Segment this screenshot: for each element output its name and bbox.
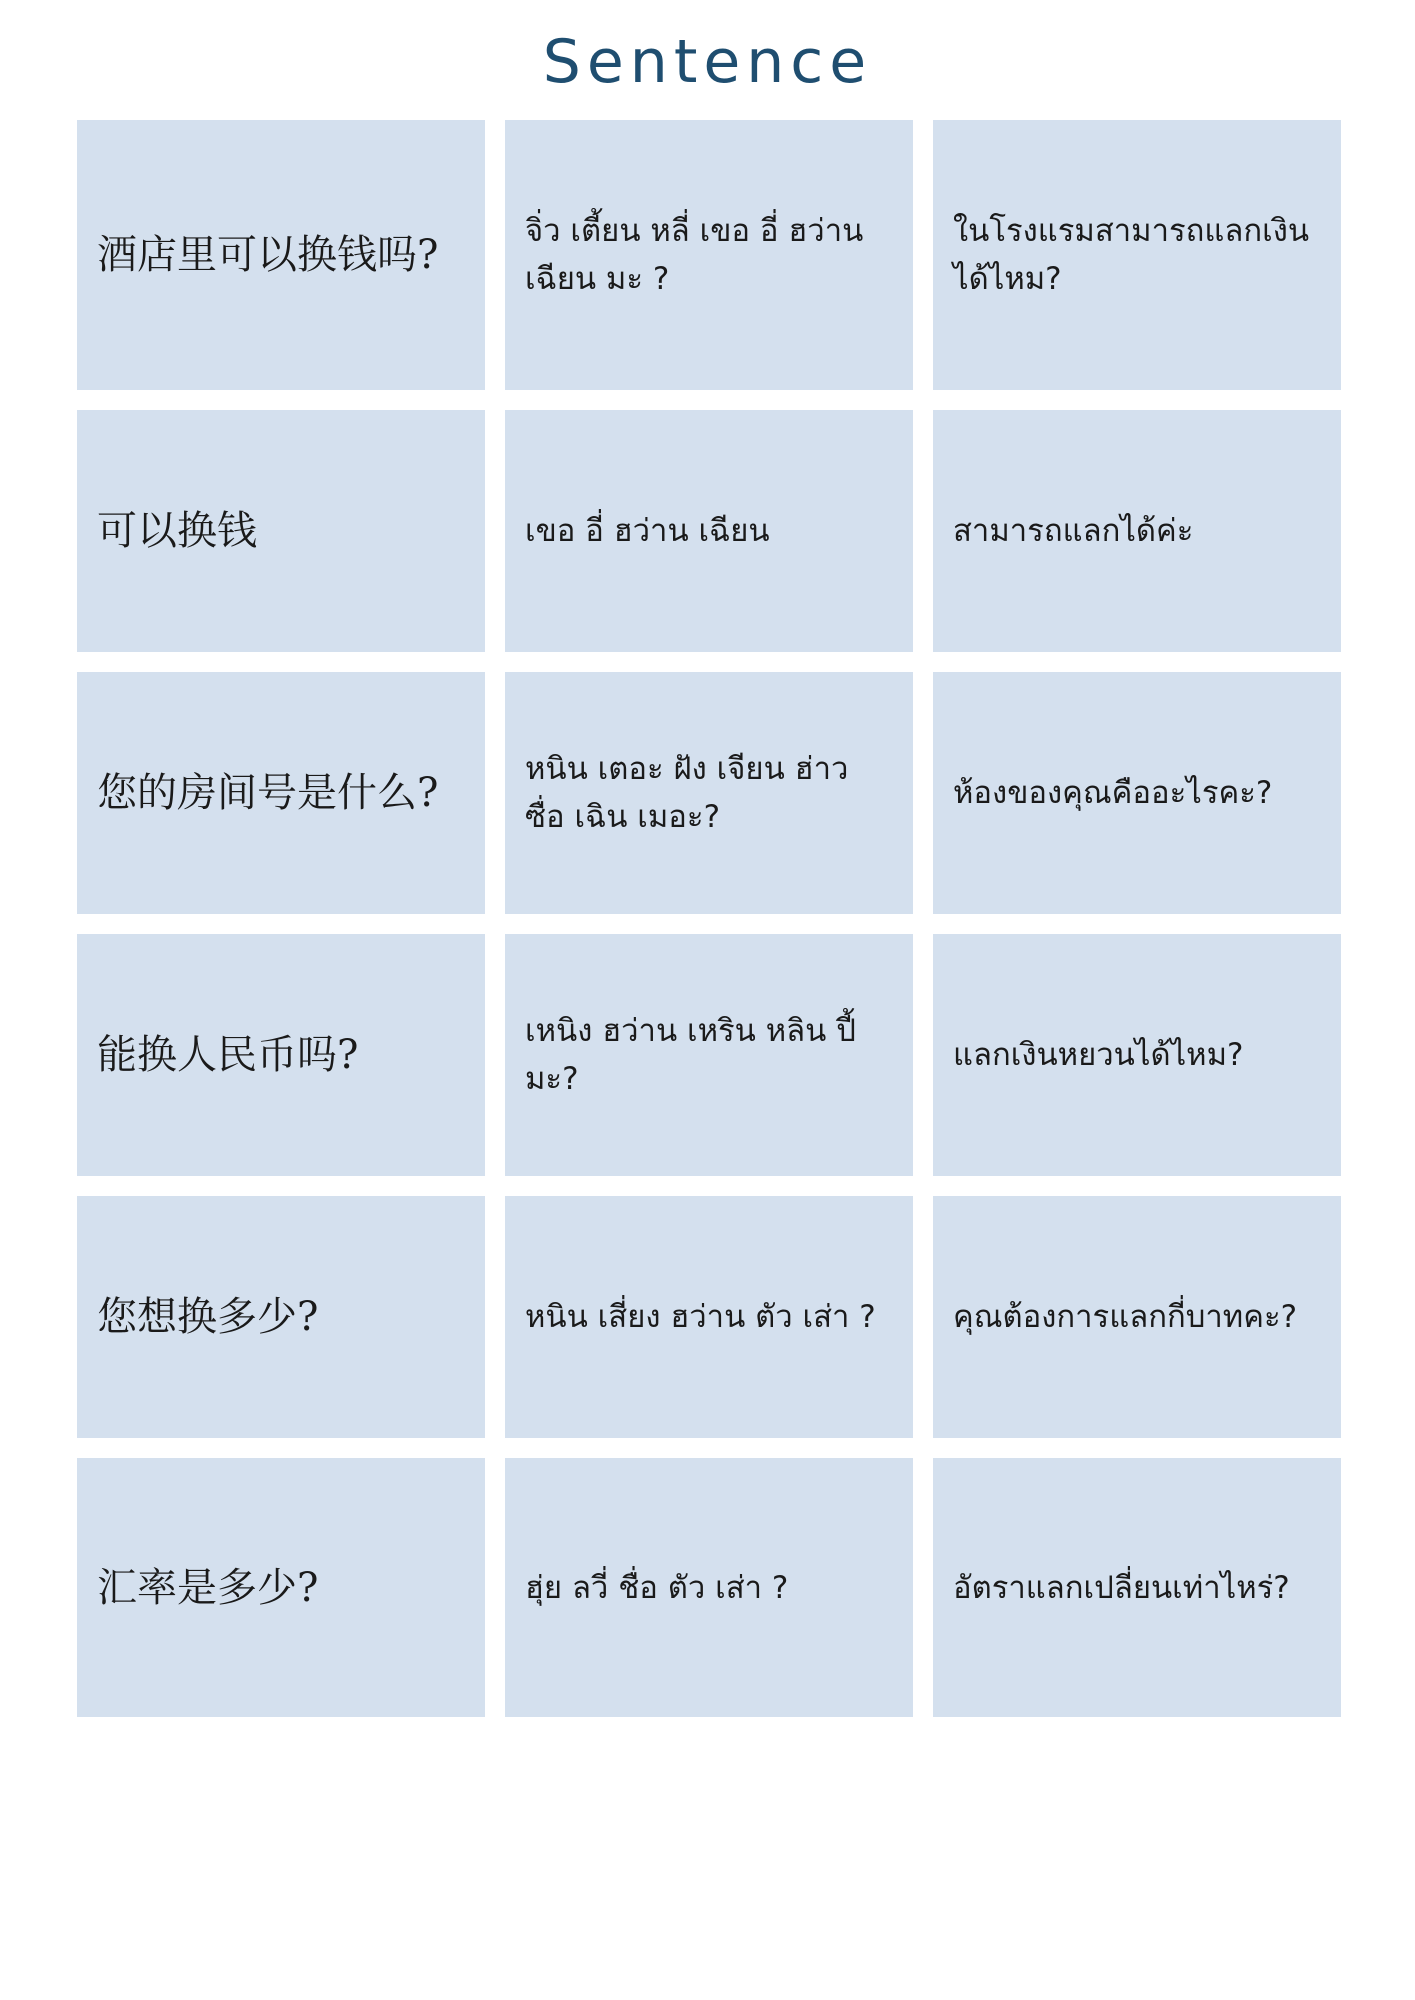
pronunciation-cell xyxy=(505,120,913,390)
pronunciation-text: หนิน เสี่ยง ฮว่าน ตัว เส่า ? xyxy=(525,1299,876,1335)
sentence-table xyxy=(77,120,1341,1737)
thai-text: แลกเงินหยวนได้ไหม? xyxy=(953,1037,1244,1073)
pronunciation-cell xyxy=(505,1196,913,1438)
pronunciation-cell xyxy=(505,934,913,1176)
thai-text: อัตราแลกเปลี่ยนเท่าไหร่? xyxy=(953,1569,1290,1606)
thai-cell xyxy=(933,934,1341,1176)
chinese-cell xyxy=(77,672,485,914)
thai-text: ห้องของคุณคืออะไรคะ? xyxy=(953,775,1273,811)
chinese-cell xyxy=(77,120,485,390)
pronunciation-cell xyxy=(505,410,913,652)
pronunciation-cell xyxy=(505,672,913,914)
pronunciation-cell xyxy=(505,1458,913,1717)
chinese-text: 汇率是多少? xyxy=(97,1564,319,1611)
sentence-row xyxy=(77,934,1341,1176)
sentence-row xyxy=(77,410,1341,652)
thai-cell xyxy=(933,672,1341,914)
sentence-row xyxy=(77,120,1341,390)
pronunciation-text: ฮุ่ย ลวี่ ชื่อ ตัว เส่า ? xyxy=(525,1569,789,1606)
chinese-text: 您想换多少? xyxy=(97,1294,319,1340)
thai-cell xyxy=(933,120,1341,390)
sentence-row xyxy=(77,1458,1341,1717)
page-title: Sentence xyxy=(542,27,873,97)
thai-text: คุณต้องการแลกกี่บาทคะ? xyxy=(953,1299,1298,1335)
chinese-text: 能换人民币吗? xyxy=(97,1032,359,1078)
thai-cell xyxy=(933,1458,1341,1717)
pronunciation-text: เหนิง ฮว่าน เหริน หลิน ปี้ มะ? xyxy=(525,1013,856,1097)
thai-cell xyxy=(933,410,1341,652)
pronunciation-text: เขอ อี่ ฮว่าน เฉียน xyxy=(525,513,770,549)
thai-text: สามารถแลกได้ค่ะ xyxy=(953,513,1194,549)
thai-cell xyxy=(933,1196,1341,1438)
chinese-cell xyxy=(77,410,485,652)
chinese-cell xyxy=(77,1196,485,1438)
chinese-text: 可以换钱 xyxy=(97,508,257,554)
pronunciation-text: จิ่ว เตี้ยน หลี่ เขอ อี่ ฮว่าน เฉียน มะ ? xyxy=(525,213,864,297)
sentence-row xyxy=(77,672,1341,914)
chinese-text: 酒店里可以换钱吗? xyxy=(97,232,439,278)
thai-text: ในโรงแรมสามารถแลกเงินได้ไหม? xyxy=(953,213,1310,297)
pronunciation-text: หนิน เตอะ ฝัง เจียน ฮ่าว ซื่อ เฉิน เมอะ? xyxy=(525,751,849,835)
chinese-text: 您的房间号是什么? xyxy=(97,770,439,816)
chinese-cell xyxy=(77,934,485,1176)
sentence-row xyxy=(77,1196,1341,1438)
chinese-cell xyxy=(77,1458,485,1717)
